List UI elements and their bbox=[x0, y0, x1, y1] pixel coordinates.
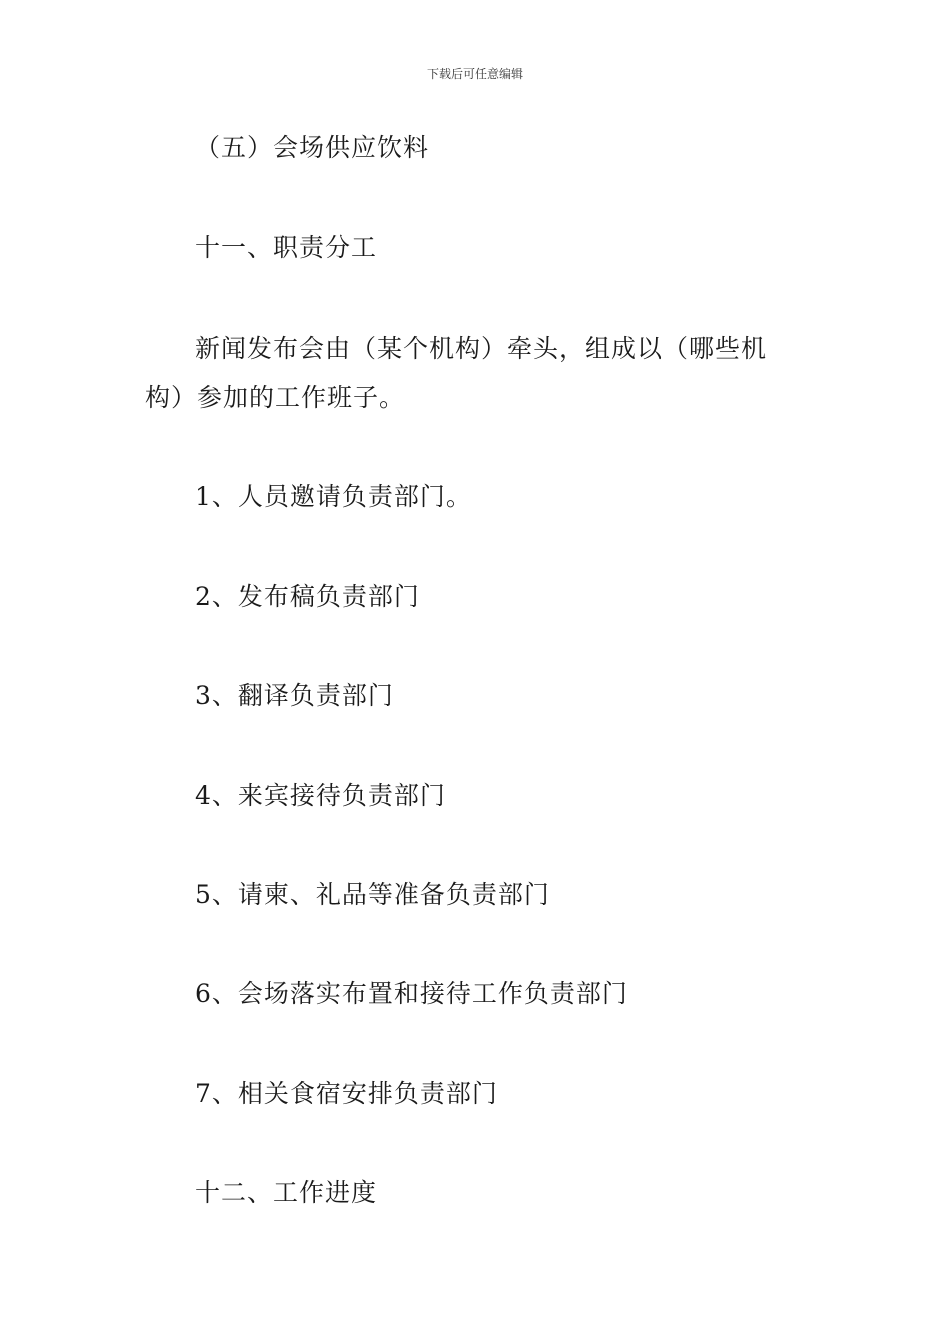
paragraph-line-2: 构）参加的工作班子。 bbox=[145, 383, 406, 412]
section-heading-responsibilities: 十一、职责分工 bbox=[195, 233, 378, 262]
section-heading-progress: 十二、工作进度 bbox=[195, 1178, 378, 1207]
list-item: 3、翻译负责部门 bbox=[195, 681, 394, 710]
list-item: 4、来宾接待负责部门 bbox=[195, 781, 446, 810]
list-item: 1、人员邀请负责部门。 bbox=[195, 482, 472, 511]
subheading-beverages: （五）会场供应饮料 bbox=[195, 133, 430, 162]
paragraph-line-1: 新闻发布会由（某个机构）牵头，组成以（哪些机 bbox=[195, 334, 768, 363]
list-item: 2、发布稿负责部门 bbox=[195, 582, 420, 611]
list-item: 6、会场落实布置和接待工作负责部门 bbox=[195, 979, 628, 1008]
list-item: 7、相关食宿安排负责部门 bbox=[195, 1079, 498, 1108]
page-header: 下载后可任意编辑 bbox=[426, 67, 523, 81]
list-item: 5、请柬、礼品等准备负责部门 bbox=[195, 880, 550, 909]
